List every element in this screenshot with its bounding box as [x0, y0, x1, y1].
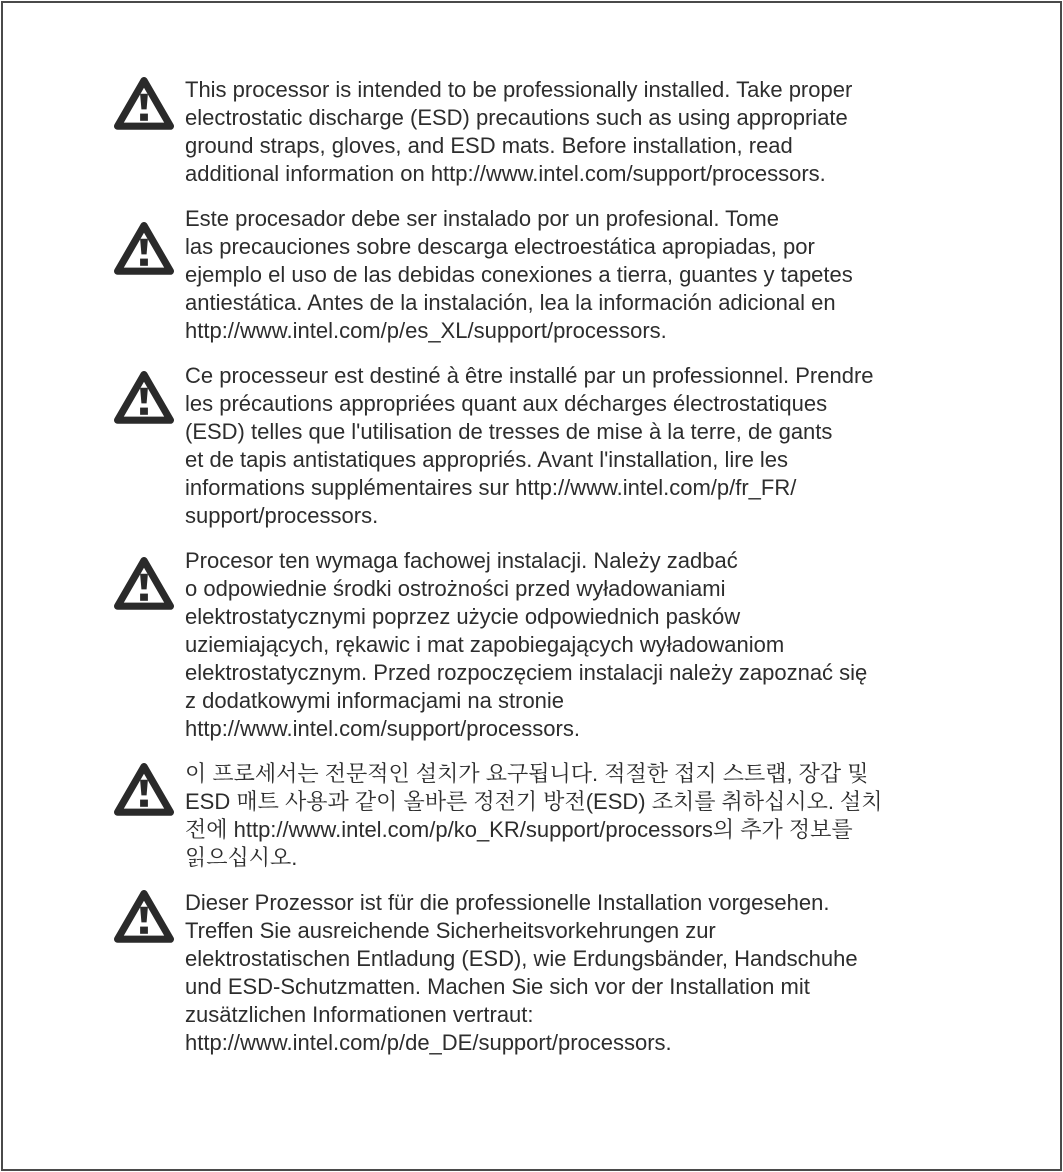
text-line: elektrostatischen Entladung (ESD), wie Erdungsbänder, Handschuhe [185, 946, 858, 971]
text-line: electrostatic discharge (ESD) precautions such as using appropriate [185, 105, 848, 130]
text-line: z dodatkowymi informacjami na stronie [185, 688, 565, 713]
text-line: 이 프로세서는 전문적인 설치가 요구됩니다. 적절한 접지 스트랩, 장갑 및 [185, 761, 869, 786]
text-line: Procesor ten wymaga fachowej instalacji. Należy zadbać [185, 548, 738, 573]
text-line: (ESD) telles que l'utilisation de tresses de mise à la terre, de gants [185, 419, 833, 444]
text-line: les précautions appropriées quant aux décharges électrostatiques [185, 391, 828, 416]
text-line: zusätzlichen Informationen vertraut: [185, 1002, 534, 1027]
text-line: elektrostatycznymi poprzez użycie odpowiednich pasków [185, 604, 741, 629]
document-page [1, 1, 1062, 1171]
text-line: et de tapis antistatiques appropriés. Avant l'installation, lire les [185, 447, 789, 472]
warning-block-english [114, 76, 1060, 188]
text-line: http://www.intel.com/p/es_XL/support/processors. [185, 318, 667, 343]
text-line: support/processors. [185, 503, 379, 528]
text-line: http://www.intel.com/p/de_DE/support/processors. [185, 1030, 672, 1055]
text-line: elektrostatycznym. Przed rozpoczęciem instalacji należy zapoznać się [185, 660, 868, 685]
warning-triangle-icon [114, 370, 174, 426]
warning-triangle-icon [114, 889, 174, 945]
warning-triangle-icon [114, 762, 174, 818]
warning-notice-content [3, 3, 1060, 1057]
warning-triangle-icon [114, 556, 174, 612]
text-line: 전에 http://www.intel.com/p/ko_KR/support/processors의 추가 정보를 [185, 817, 853, 842]
text-line: ejemplo el uso de las debidas conexiones a tierra, guantes y tapetes [185, 262, 853, 287]
warning-text-korean [185, 760, 883, 872]
warning-block-french [114, 362, 1060, 530]
warning-triangle-icon [114, 221, 174, 277]
warning-text-polish [185, 547, 867, 743]
warning-triangle-icon [114, 76, 174, 132]
warning-text-french [185, 362, 874, 530]
warning-block-polish [114, 547, 1060, 743]
text-line: Ce processeur est destiné à être installé par un professionnel. Prendre [185, 363, 874, 388]
text-line: o odpowiednie środki ostrożności przed wyładowaniami [185, 576, 726, 601]
text-line: informations supplémentaires sur http://www.intel.com/p/fr_FR/ [185, 475, 797, 500]
warning-text-german [185, 889, 858, 1057]
text-line: antiestática. Antes de la instalación, lea la información adicional en [185, 290, 836, 315]
text-line: Dieser Prozessor ist für die professionelle Installation vorgesehen. [185, 890, 830, 915]
text-line: http://www.intel.com/support/processors. [185, 716, 580, 741]
warning-block-spanish [114, 205, 1060, 345]
warning-block-german [114, 889, 1060, 1057]
text-line: ground straps, gloves, and ESD mats. Before installation, read [185, 133, 793, 158]
text-line: las precauciones sobre descarga electroestática apropiadas, por [185, 234, 815, 259]
warning-text-english [185, 76, 852, 188]
text-line: This processor is intended to be professionally installed. Take proper [185, 77, 853, 102]
warning-text-spanish [185, 205, 853, 345]
text-line: und ESD-Schutzmatten. Machen Sie sich vor der Installation mit [185, 974, 810, 999]
text-line: Treffen Sie ausreichende Sicherheitsvorkehrungen zur [185, 918, 716, 943]
text-line: 읽으십시오. [185, 845, 298, 870]
text-line: ESD 매트 사용과 같이 올바른 정전기 방전(ESD) 조치를 취하십시오. 설치 [185, 789, 883, 814]
text-line: uziemiających, rękawic i mat zapobiegających wyładowaniom [185, 632, 785, 657]
text-line: additional information on http://www.intel.com/support/processors. [185, 161, 826, 186]
text-line: Este procesador debe ser instalado por un profesional. Tome [185, 206, 779, 231]
warning-block-korean [114, 760, 1060, 872]
